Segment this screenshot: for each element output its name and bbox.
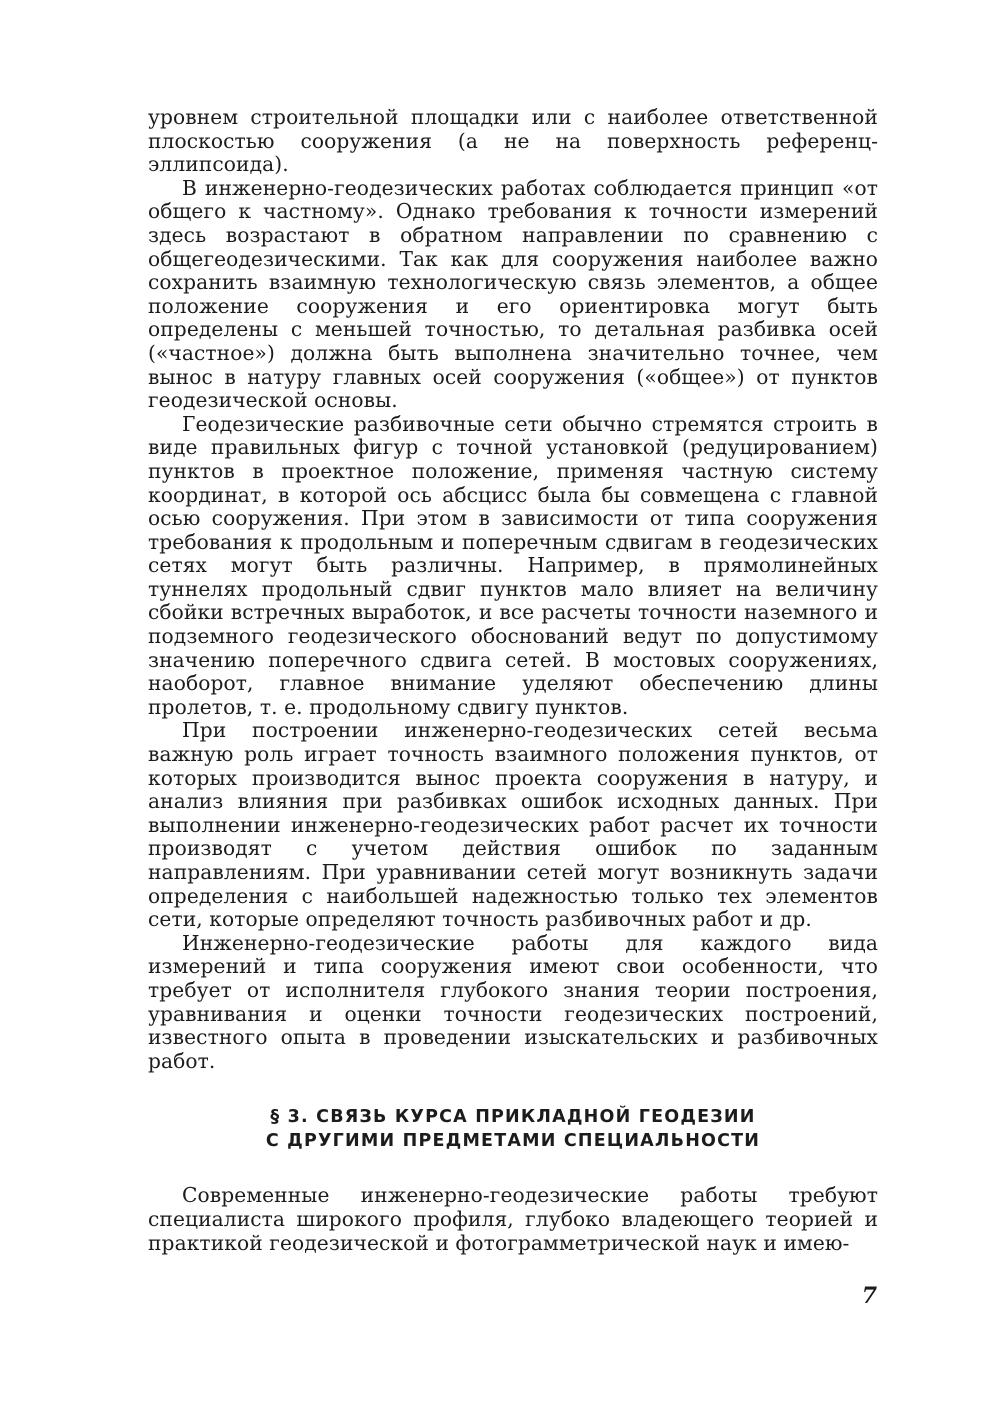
section-heading-line2: С ДРУГИМИ ПРЕДМЕТАМИ СПЕЦИАЛЬНОСТИ [265,1131,761,1152]
paragraph-networks: Геодезические разбивочные сети обычно стремятся строить в виде правильных фигур с точной установкой (редуцированием) пунктов в проектное положение, применяя частную систему координат, в которой ось абсцисс была бы совмещена с главной осью сооружения. При этом в зависимости от типа сооружения требования к продольным и поперечным сдвигам в геодезических сетях могут быть различны. Например, в прямолинейных туннелях продольный сдвиг пунктов мало влияет на величину сбойки встречных выработок, и все расчеты точности наземного и подземного геодезического обоснований ведут по допустимому значению поперечного сдвига сетей. В мостовых сооружениях, наоборот, главное внимание уделяют обеспечению длины пролетов, т. е. продольному сдвигу пунктов. [148,411,878,719]
paragraph-principle: В инженерно-геодезических работах соблюдается принцип «от общего к частному». Однако требования к точности измерений здесь возрастают в обратном направлении по сравнению с общегеодезическими. Так как для сооружения наиболее важно сохранить взаимную технологическую связь элементов, а общее положение сооружения и его ориентировка могут быть определены с меньшей точностью, то детальная разбивка осей («частное») должна быть выполнена значительно точнее, чем вынос в натуру главных осей сооружения («общее») от пунктов геодезической основы. [148,175,878,413]
paragraph-features: Инженерно-геодезические работы для каждого вида измерений и типа сооружения имеют свои особенности, что требует от исполнителя глубокого знания теории построения, уравнивания и оценки точности геодезических построений, известного опыта в проведении изыскательских и разбивочных работ. [148,930,878,1073]
paragraph-continued: уровнем строительной площадки или с наиболее ответственной плоскостью сооружения (а не на поверхность референц-эллипсоида). [148,105,878,177]
page-number: 7 [861,1283,877,1309]
section-heading-line1: § 3. СВЯЗЬ КУРСА ПРИКЛАДНОЙ ГЕОДЕЗИИ [270,1107,756,1128]
section-paragraph: Современные инженерно-геодезические работы требуют специалиста широкого профиля, глубоко владеющего теорией и практикой геодезической и фотограмметрической наук и имею- [148,1183,878,1255]
paragraph-accuracy: При построении инженерно-геодезических сетей весьма важную роль играет точность взаимного положения пунктов, от которых производится вынос проекта сооружения в натуру, и анализ влияния при разбивках ошибок исходных данных. При выполнении инженерно-геодезических работ расчет их точности производят с учетом действия ошибок по заданным направлениям. При уравнивании сетей могут возникнуть задачи определения с наибольшей надежностью только тех элементов сети, которые определяют точность разбивочных работ и др. [148,718,878,932]
section-heading [148,1105,878,1153]
page-body [148,106,878,1255]
